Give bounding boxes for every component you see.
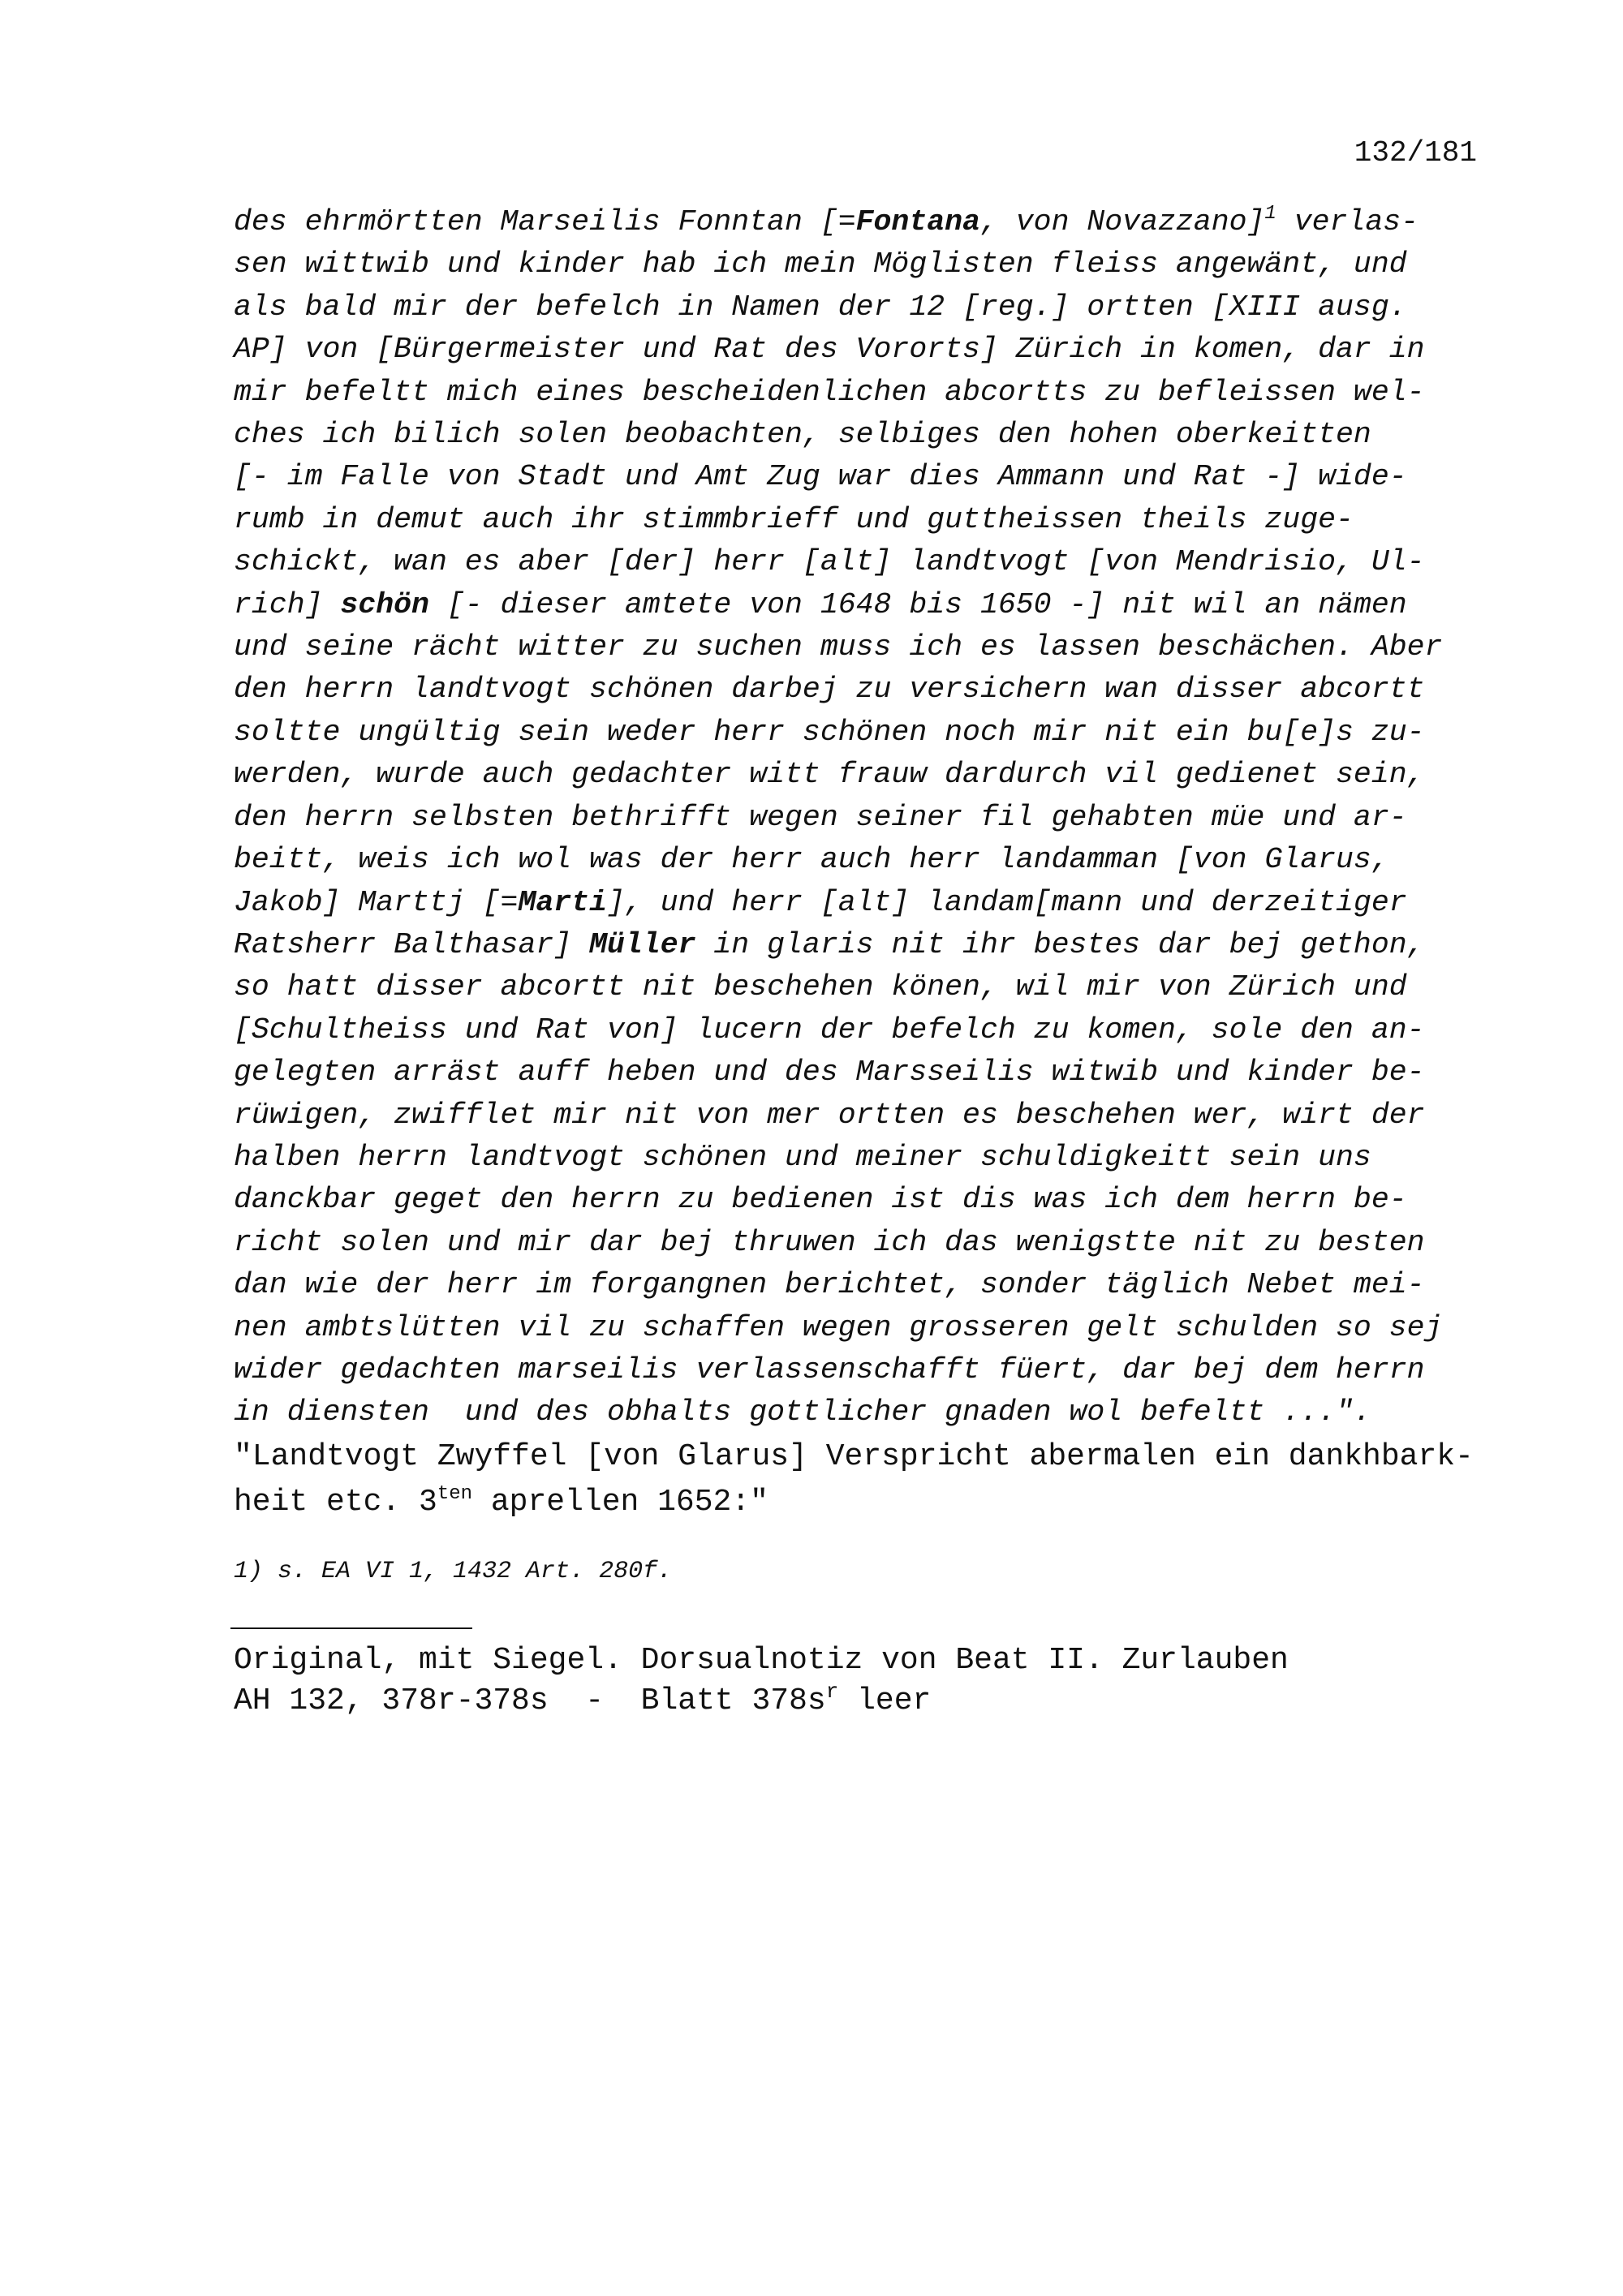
text-segment: des ehrmörtten Marseilis Fonntan [= [234, 205, 856, 239]
text-line: mir befeltt mich eines bescheidenlichen abcortts zu befleissen wel- [234, 375, 1425, 409]
superscript: r [825, 1679, 839, 1704]
source-note [234, 1640, 1289, 1722]
text-line: halben herrn landtvogt schönen und meiner schuldigkeitt sein uns [234, 1140, 1371, 1174]
name-fontana: Fontana [855, 205, 980, 239]
text-line: beitt, weis ich wol was der herr auch herr landamman [von Glarus, [234, 843, 1389, 877]
text-line [234, 584, 1483, 626]
text-line: den herrn landtvogt schönen darbej zu versichern wan disser abcortt [234, 673, 1425, 707]
text-line [234, 882, 1483, 924]
text-line: gelegten arräst auff heben und des Marsseilis witwib und kinder be- [234, 1056, 1425, 1090]
text-segment: AH 132, 378r-378s - Blatt 378s [234, 1683, 826, 1718]
footnote-ref[interactable]: 1 [1264, 203, 1276, 225]
source-line [234, 1681, 1289, 1722]
text-line: schickt, wan es aber [der] herr [alt] landtvogt [von Mendrisio, Ul- [234, 545, 1425, 579]
text-segment: [- dieser amtete von 1648 bis 1650 -] nit wil an nämen [428, 587, 1407, 621]
text-line: danckbar geget den herrn zu bedienen ist dis was ich dem herrn be- [234, 1183, 1407, 1217]
summary-line: "Landtvogt Zwyffel [von Glarus] Verspricht abermalen ein dankhbark- [234, 1438, 1474, 1474]
text-line: in diensten und des obhalts gottlicher gnaden wol befeltt ...". [234, 1395, 1371, 1430]
text-line: sen wittwib und kinder hab ich mein Möglisten fleiss angewänt, und [234, 247, 1407, 282]
text-line: den herrn selbsten bethrifft wegen seiner fil gehabten müe und ar- [234, 800, 1407, 834]
text-line [234, 924, 1483, 966]
text-line: ches ich bilich solen beobachten, selbiges den hohen oberkeitten [234, 418, 1371, 452]
superscript: ten [437, 1482, 473, 1505]
text-segment: rich] [234, 587, 341, 621]
separator-rule [230, 1627, 472, 1629]
text-segment: leer [838, 1683, 932, 1718]
text-line: rumb in demut auch ihr stimmbrieff und guttheissen theils zuge- [234, 502, 1354, 536]
name-mueller: Müller [589, 927, 696, 961]
text-line: werden, wurde auch gedachter witt frauw dardurch vil gedienet sein, [234, 758, 1425, 792]
text-line: [Schultheiss und Rat von] lucern der befelch zu komen, sole den an- [234, 1013, 1425, 1047]
footnote: 1) s. EA VI 1, 1432 Art. 280f. [234, 1558, 673, 1585]
text-line: AP] von [Bürgermeister und Rat des Vororts] Zürich in komen, dar in [234, 333, 1425, 367]
page-number: 132/181 [1354, 136, 1477, 170]
text-line: so hatt disser abcortt nit beschehen könen, wil mir von Zürich und [234, 970, 1407, 1004]
text-line: dan wie der herr im forgangnen berichtet, sonder täglich Nebet mei- [234, 1268, 1425, 1302]
text-line: als bald mir der befelch in Namen der 12 [reg.] ortten [XIII ausg. [234, 290, 1407, 324]
text-line: und seine rächt witter zu suchen muss ich es lassen beschächen. Aber [234, 630, 1443, 664]
text-line: nen ambtslütten vil zu schaffen wegen grosseren gelt schulden so sej [234, 1310, 1443, 1344]
text-line: richt solen und mir dar bej thruwen ich das wenigstte nit zu besten [234, 1225, 1425, 1259]
name-marti: Marti [518, 885, 607, 919]
text-segment: , von Novazzano] [979, 205, 1265, 239]
text-segment: aprellen 1652:" [472, 1484, 768, 1520]
text-segment: Ratsherr Balthasar] [234, 927, 590, 961]
text-segment: in glaris nit ihr bestes dar bej gethon, [695, 927, 1425, 961]
text-segment: verlas- [1276, 205, 1419, 239]
letter-transcription [234, 201, 1483, 1525]
name-schoen: schön [340, 587, 429, 621]
text-line: rüwigen, zwifflet mir nit von mer ortten es beschehen wer, wirt der [234, 1098, 1425, 1132]
text-segment: Jakob] Marttj [= [234, 885, 519, 919]
text-segment: heit etc. 3 [234, 1484, 437, 1520]
source-line: Original, mit Siegel. Dorsualnotiz von Beat II. Zurlauben [234, 1643, 1289, 1678]
text-segment: ], und herr [alt] landam[mann und derzeitiger [607, 885, 1407, 919]
summary-line [234, 1480, 1483, 1525]
text-line: wider gedachten marseilis verlassenschafft füert, dar bej dem herrn [234, 1352, 1425, 1387]
text-line: soltte ungültig sein weder herr schönen noch mir nit ein bu[e]s zu- [234, 715, 1425, 749]
text-line: [- im Falle von Stadt und Amt Zug war dies Ammann und Rat -] wide- [234, 460, 1407, 494]
text-line [234, 201, 1483, 243]
